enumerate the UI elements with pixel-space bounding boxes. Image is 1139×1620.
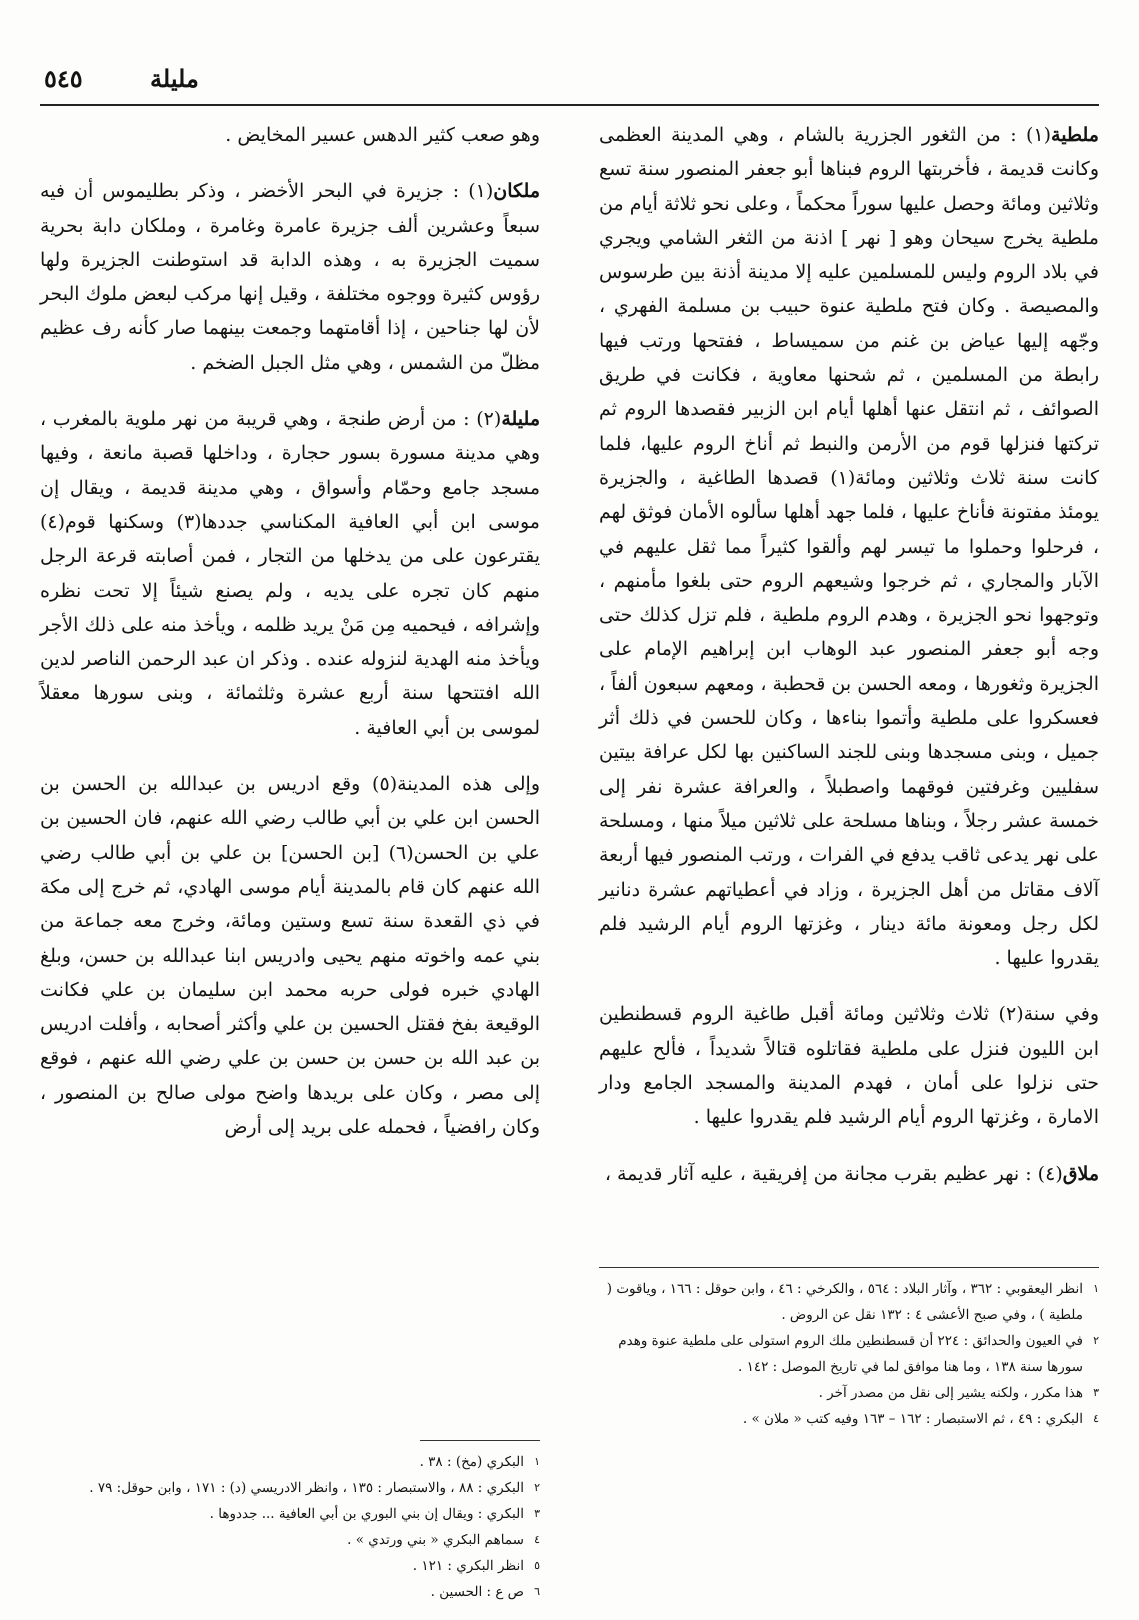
entry-lemma: مليلة — [501, 408, 540, 431]
footnotes-left — [40, 1440, 540, 1605]
footnote-text: البكري (مخ) : ٣٨ . — [419, 1454, 524, 1470]
footnote-number: ٥ — [534, 1559, 540, 1572]
footnote-marker: (٢) — [476, 408, 502, 431]
footnote-text: انظر اليعقوبي : ٣٦٢ ، وآثار البلاد : ٥٦٤ ، والكرخي : ٤٦ ، وابن حوقل : ١٦٦ ، وياقوت ( ملطية ) ، وفي صبح الأعشى ٤ : ١٣٢ نقل عن الروض . — [606, 1281, 1083, 1323]
footnote — [599, 1406, 1099, 1432]
footnote-text: البكري : ٤٩ ، ثم الاستبصار : ١٦٢ – ١٦٣ وفيه كتب « ملان » . — [742, 1411, 1083, 1427]
entry-text: : من أرض طنجة ، وهي قريبة من نهر ملوية بالمغرب ، وهي مدينة مسورة بسور حجارة ، وداخلها قصبة مانعة ، وفيها مسجد جامع وحمّام وأسواق ، وهي مدينة قديمة ، ويقال إن موسى ابن أبي العافية المكناسي جددها(٣) وسكنها قوم(٤) يقترعون على من يدخلها من التجار ، فمن أصابته قرعة الرجل منهم كان تجره على يديه ، ولم يصنع شيئاً إلا تحت نظره وإشرافه ، فيحميه مِن مَنْ يريد ظلمه ، ويأخذ منه على ذلك الأجر ويأخذ منه الهدية لنزوله عنده . وذكر ان عبد الرحمن الناصر لدين الله افتتحها سنة أربع عشرة وثلثمائة ، وبنى سورها معقلاً لموسى بن أبي العافية . — [40, 408, 540, 739]
footnote-number: ٤ — [534, 1533, 540, 1546]
footnote-text: في العيون والحدائق : ٢٢٤ أن قسطنطين ملك الروم استولى على ملطية عنوة وهدم سورها سنة ١٣٨ ، وما هنا موافق لما في تاريخ الموصل : ١٤٢ . — [618, 1333, 1083, 1375]
entry-melilla — [40, 402, 540, 745]
footnote-text: هذا مكرر ، ولكنه يشير إلى نقل من مصدر آخر . — [818, 1385, 1083, 1401]
footnote-number: ٤ — [1093, 1412, 1099, 1425]
entry-melilla-idris — [40, 767, 540, 1144]
entry-text: : من الثغور الجزرية بالشام ، وهي المدينة العظمى وكانت قديمة ، فأخربتها الروم فبناها أبو جعفر المنصور سنة تسع وثلاثين ومائة وحصل عليها سوراً محكماً ، وعلى نحو ثلاثة أيام من ملطية يخرج سيحان وهو [ نهر ] اذنة من الثغر الشامي ويجري في بلاد الروم وليس للمسلمين عليه إلا مدينة أذنة بين طرسوس والمصيصة . وكان فتح ملطية عنوة حبيب بن مسلمة الفهري ، وجّهه إليها عياض بن غنم من سميساط ، ففتحها ورتب فيها رابطة من المسلمين ، ثم شحنها معاوية ، فكانت في طريق الصوائف ، ثم انتقل عنها أهلها أيام ابن الزبير فقصدها الروم ثم تركتها فنزلها قوم من الأرمن والنبط ثم أناخ الروم عليها، فلما كانت سنة ثلاث وثلاثين ومائة(١) قصدها الطاغية ، والجزيرة يومئذ مفتونة فأناخ عليها ، فلما جهد أهلها سألوه الأمان فوثق لهم ، فرحلوا وحملوا ما تيسر لهم وألقوا كثيراً مما ثقل عليهم في الآبار والمجاري ، ثم خرجوا وشيعهم الروم حتى بلغوا مأمنهم ، وتوجهوا نحو الجزيرة ، وهدم الروم ملطية ، فلم تزل كذلك حتى وجه أبو جعفر المنصور عبد الوهاب ابن إبراهيم الإمام على الجزيرة وثغورها ، ومعه الحسن بن قحطبة ، ومعهم سبعون ألفاً ، فعسكروا على ملطية وأتموا بناءها ، وكان للحسن في ذلك أثر جميل ، وبنى مسجدها وبنى للجند الساكنين بها لكل عرافة بيتين سفليين وغرفتين فوقهما واصطبلاً ، والعرافة عشرة نفر إلى خمسة عشر رجلاً ، وبناها مسلحة على ثلاثين ميلاً منها ، ومسلحة على نهر يدعى ثاقب يدفع في الفرات ، ورتب المنصور فيها أربعة آلاف مقاتل من أهل الجزيرة ، وزاد في أعطياتهم عشرة دنانير لكل رجل ومعونة مائة دينار ، وغزتها الروم أيام الرشيد فلم يقدروا عليها . — [599, 124, 1100, 970]
footnotes-right — [599, 1267, 1099, 1432]
entry-continuation — [40, 118, 540, 152]
footnote-number: ١ — [1093, 1282, 1099, 1295]
left-column — [40, 118, 540, 1144]
footnote-number: ٣ — [1093, 1386, 1099, 1399]
footnote — [599, 1276, 1099, 1328]
running-title: مليلة — [150, 64, 199, 93]
footnote-marker: (٤) — [1037, 1162, 1063, 1185]
footnote-text: ص ع : الحسين . — [430, 1584, 524, 1600]
right-column — [599, 118, 1099, 1191]
entry-lemma: ملكان — [493, 180, 540, 203]
footnote-text: سماهم البكري « بني ورتدي » . — [347, 1532, 524, 1548]
footnote — [40, 1553, 540, 1579]
page-number: ٥٤٥ — [44, 64, 83, 93]
footnote-text: انظر البكري : ١٢١ . — [412, 1558, 524, 1574]
footnote — [599, 1380, 1099, 1406]
footnote-number: ٢ — [534, 1481, 540, 1494]
footnote-text: البكري : ٨٨ ، والاستبصار : ١٣٥ ، وانظر الادريسي (د) : ١٧١ ، وابن حوقل: ٧٩ . — [89, 1480, 524, 1496]
entry-malatya-continued — [599, 997, 1099, 1134]
footnote-marker: (١) — [1025, 124, 1052, 146]
footnote — [40, 1527, 540, 1553]
footnote-rule — [420, 1440, 540, 1441]
entry-text: وإلى هذه المدينة(٥) وقع ادريس بن عبدالله بن الحسن بن الحسن ابن علي بن أبي طالب رضي الله عنهم، فان الحسين بن علي بن الحسن(٦) [بن الحسن] بن علي بن أبي طالب رضي الله عنهم كان قام بالمدينة أيام موسى الهادي، ثم خرج إلى مكة في ذي القعدة سنة تسع وستين ومائة، وخرج معه جماعة من بني عمه واخوته منهم يحيى وادريس ابنا عبدالله بن حسن، وبلغ الهادي خبره فولى حربه محمد ابن سليمان بن علي فكانت الوقيعة بفخ فقتل الحسين بن علي وأكثر أصحابه ، وأفلت ادريس بن عبد الله بن حسن بن حسن بن علي رضي الله عنهم ، فوقع إلى مصر ، وكان على بريدها واضح مولى صالح بن المنصور ، وكان رافضياً ، فحمله على بريد إلى أرض — [40, 773, 540, 1139]
footnote-number: ٢ — [1093, 1334, 1099, 1347]
entry-malatya — [599, 118, 1099, 975]
footnote — [40, 1501, 540, 1527]
footnote — [599, 1328, 1099, 1380]
page-header — [40, 60, 1099, 106]
footnote-number: ٣ — [534, 1507, 540, 1520]
entry-text: : نهر عظيم بقرب مجانة من إفريقية ، عليه آثار قديمة ، — [604, 1162, 1038, 1185]
footnote — [40, 1449, 540, 1475]
footnote — [40, 1475, 540, 1501]
entry-text: وهو صعب كثير الدهس عسير المخايض . — [225, 124, 540, 146]
footnote-marker: (١) — [468, 180, 494, 203]
entry-mallaq — [599, 1157, 1099, 1191]
entry-lemma: ملاق — [1062, 1162, 1099, 1185]
footnote — [40, 1579, 540, 1605]
footnote-number: ٦ — [534, 1585, 540, 1598]
entry-text: وفي سنة(٢) ثلاث وثلاثين ومائة أقبل طاغية الروم قسطنطين ابن الليون فنزل على ملطية فقاتلوه قتالاً شديداً ، فألح عليهم حتى نزلوا على أمان ، فهدم المدينة والمسجد الجامع ودار الامارة ، وغزتها الروم أيام الرشيد فلم يقدروا عليها . — [599, 1003, 1099, 1129]
entry-text: : جزيرة في البحر الأخضر ، وذكر بطليموس أن فيه سبعاً وعشرين ألف جزيرة عامرة وغامرة ، وملكان دابة بحرية سميت الجزيرة به ، وهذه الدابة قد استوطنت الجزيرة ولها رؤوس كثيرة ووجوه مختلفة ، وقيل إنها مركب لبعض ملوك البحر لأن لها جناحين ، إذا أقامتهما وجمعت بينهما صار كأنه رف عظيم مظلّ من الشمس ، وهي مثل الجبل الضخم . — [40, 180, 541, 374]
footnote-text: البكري : ويقال إن بني البوري بن أبي العافية ... جددوها . — [209, 1506, 524, 1522]
footnote-number: ١ — [534, 1455, 540, 1468]
entry-malkan — [40, 174, 540, 380]
entry-lemma: ملطية — [1051, 124, 1099, 146]
